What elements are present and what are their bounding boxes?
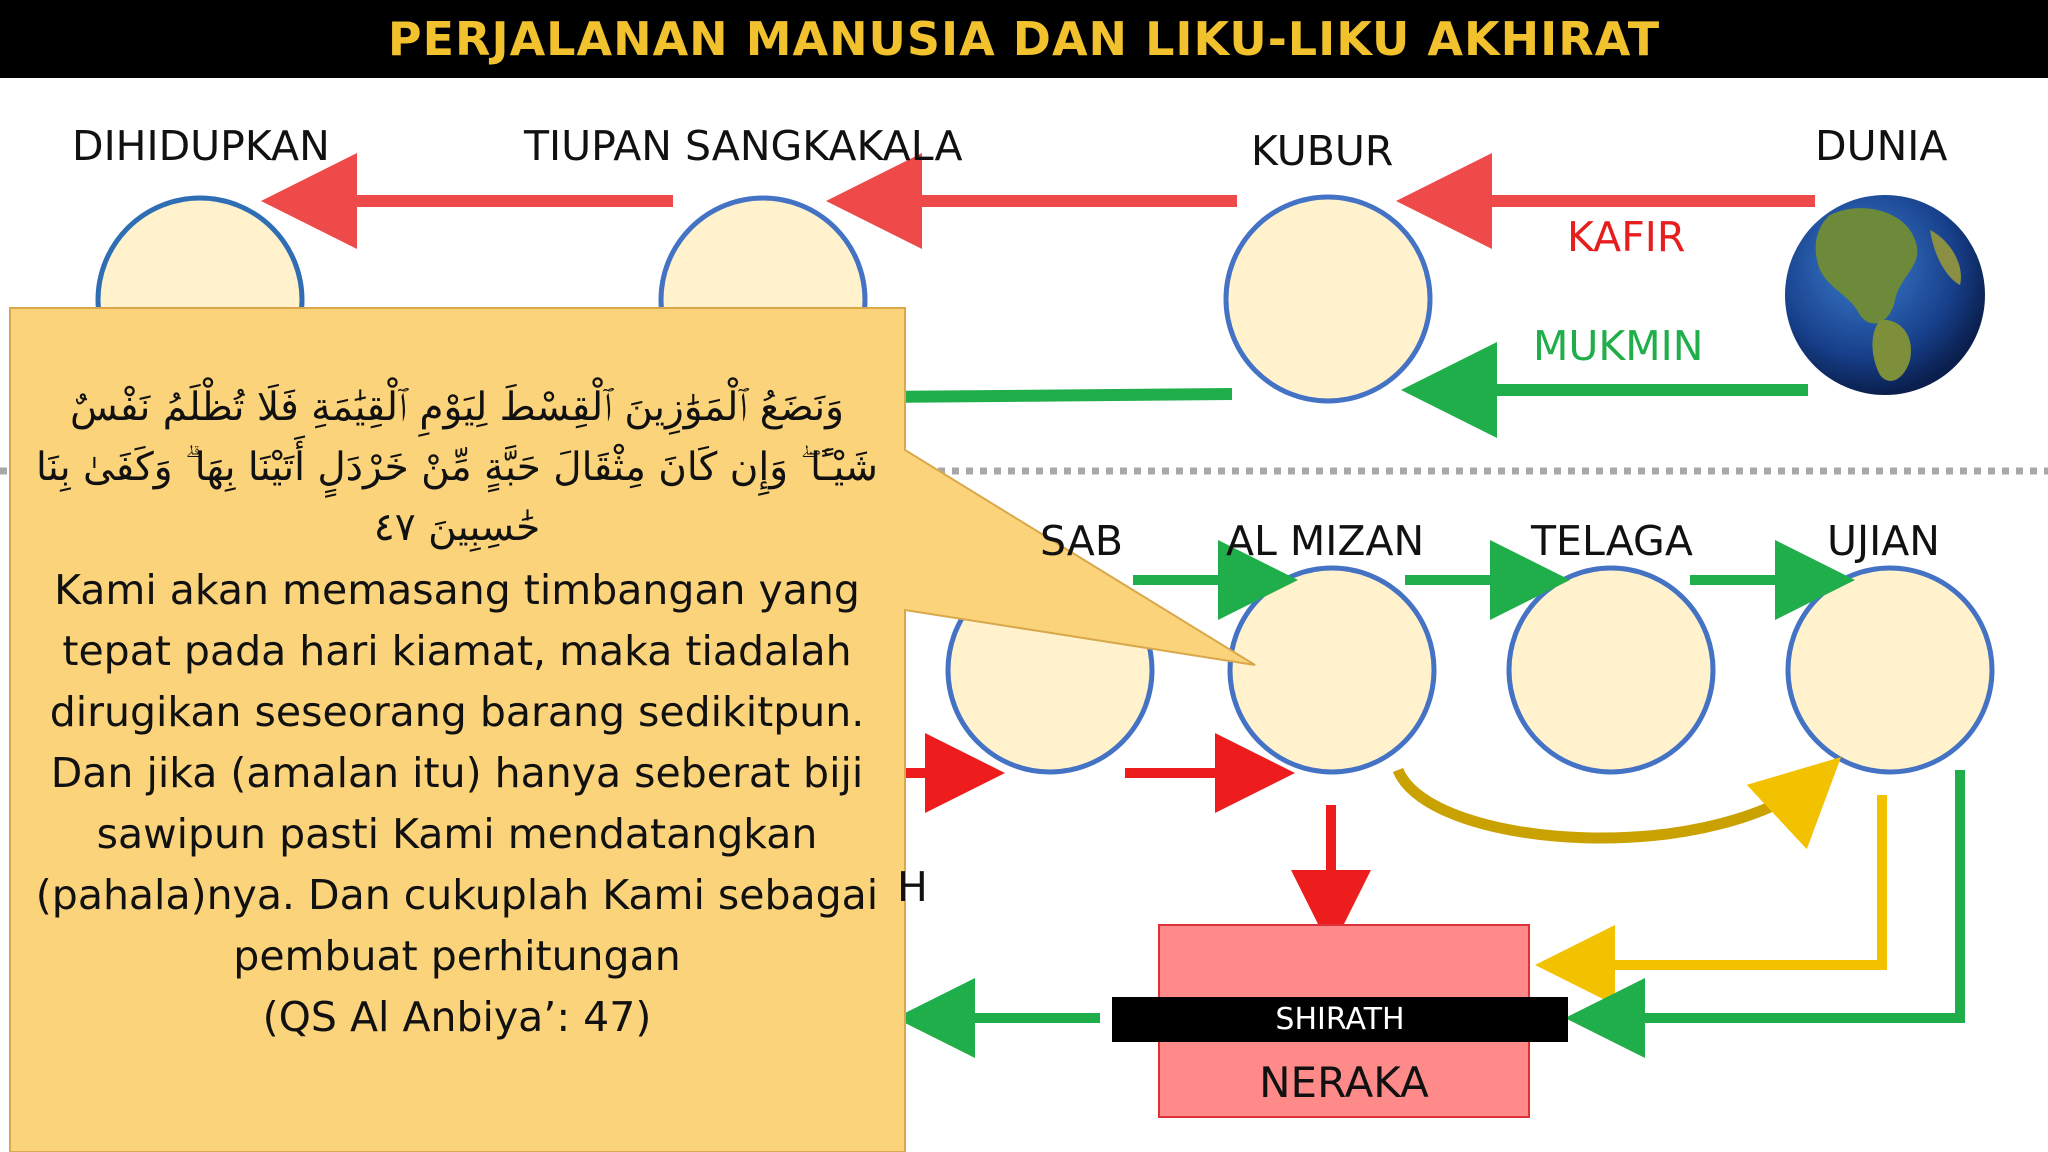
verse-translation: Kami akan memasang timbangan yang tepat pada hari kiamat, maka tiadalah dirugikan seseorang barang sedikitpun. Dan jika (amalan itu) hanya seberat biji sawipun pasti Kami mendatangkan (pahala)nya. Dan cukuplah Kami sebagai pembuat perhitungan bbox=[35, 566, 879, 980]
label-kafir: KAFIR bbox=[1567, 213, 1686, 261]
circle-telaga bbox=[1509, 568, 1713, 772]
arabic-verse: وَنَضَعُ ٱلْمَوَٰزِينَ ٱلْقِسْطَ لِيَوْمِ ٱلْقِيَٰمَةِ فَلَا تُظْلَمُ نَفْسٌ شَيْـًٔا ۖ وَإِن كَانَ مِثْقَالَ حَبَّةٍ مِّنْ خَرْدَلٍ أَتَيْنَا بِهَا ۗ وَكَفَىٰ بِنَا حَٰسِبِينَ ٤٧ bbox=[36, 385, 878, 550]
label-dunia: DUNIA bbox=[1815, 122, 1948, 170]
callout-text bbox=[22, 378, 892, 1048]
label-almizan: AL MIZAN bbox=[1226, 517, 1425, 565]
page-title: PERJALANAN MANUSIA DAN LIKU-LIKU AKHIRAT bbox=[387, 12, 1661, 66]
label-mukmin: MUKMIN bbox=[1533, 322, 1704, 370]
neraka-label: NERAKA bbox=[1259, 1058, 1429, 1107]
shirath-bridge: SHIRATH bbox=[1112, 997, 1568, 1042]
verse-citation: (QS Al Anbiya’: 47) bbox=[262, 993, 652, 1041]
label-telaga: TELAGA bbox=[1531, 517, 1693, 565]
label-partial-h: H bbox=[897, 863, 928, 911]
arrow-almizan-ujian-curve bbox=[1398, 770, 1825, 838]
label-hisab: SAB bbox=[1040, 517, 1123, 565]
label-tiupan: TIUPAN SANGKAKALA bbox=[524, 122, 963, 170]
arrow-kubur-left-mukmin bbox=[880, 394, 1232, 397]
label-ujian: UJIAN bbox=[1827, 517, 1940, 565]
label-dihidupkan: DIHIDUPKAN bbox=[72, 122, 330, 170]
label-kubur: KUBUR bbox=[1251, 127, 1394, 175]
globe-icon bbox=[1785, 195, 1985, 395]
circle-ujian bbox=[1788, 568, 1992, 772]
circle-almizan bbox=[1230, 568, 1434, 772]
circle-kubur bbox=[1226, 197, 1430, 401]
